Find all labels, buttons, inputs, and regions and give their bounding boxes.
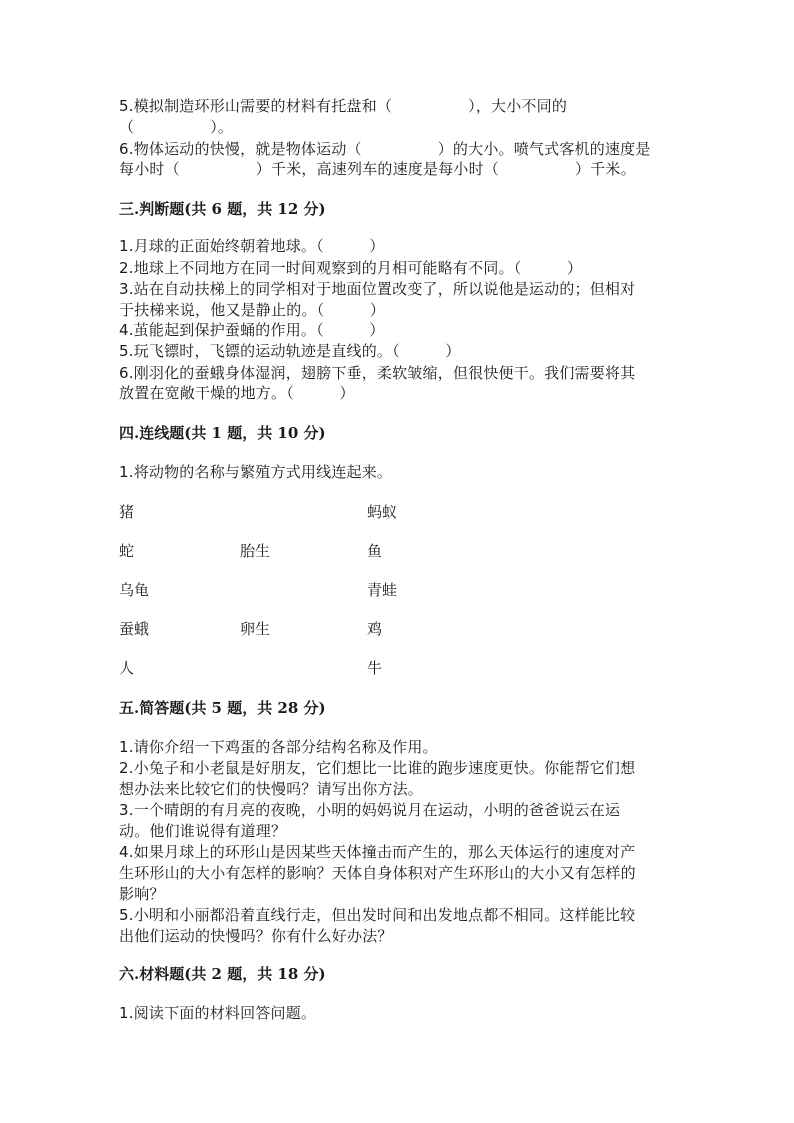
section-4-heading: 四.连线题(共 1 题，共 10 分) bbox=[119, 424, 326, 442]
judge-question-3-line-2: 于扶梯来说，他又是静止的。（ ） bbox=[119, 301, 386, 319]
fill-question-6-line-1: 6.物体运动的快慢，就是物体运动（ ）的大小。喷气式客机的速度是 bbox=[119, 140, 651, 158]
short-answer-question-3-line-1: 3.一个晴朗的有月亮的夜晚，小明的妈妈说月在运动，小明的爸爸说云在运 bbox=[119, 801, 621, 819]
section-6-heading: 六.材料题(共 2 题，共 18 分) bbox=[119, 965, 326, 983]
short-answer-question-4-line-1: 4.如果月球上的环形山是因某些天体撞击而产生的，那么天体运行的速度对产 bbox=[119, 843, 636, 861]
judge-question-5: 5.玩飞镖时，飞镖的运动轨迹是直线的。（ ） bbox=[119, 342, 461, 360]
short-answer-question-5-line-1: 5.小明和小丽都沿着直线行走，但出发时间和出发地点都不相同。这样能比较 bbox=[119, 906, 636, 924]
fill-question-5-line-1: 5.模拟制造环形山需要的材料有托盘和（ ），大小不同的 bbox=[119, 97, 568, 115]
right-animal-frog: 青蛙 bbox=[367, 581, 398, 599]
left-animal-snake: 蛇 bbox=[119, 542, 135, 560]
left-animal-pig: 猪 bbox=[119, 503, 135, 521]
section-3-heading: 三.判断题(共 6 题，共 12 分) bbox=[119, 200, 326, 218]
short-answer-question-2-line-1: 2.小兔子和小老鼠是好朋友，它们想比一比谁的跑步速度更快。你能帮它们想 bbox=[119, 759, 636, 777]
judge-question-6-line-1: 6.刚羽化的蚕蛾身体湿润，翅膀下垂，柔软皱缩，但很快便干。我们需要将其 bbox=[119, 364, 636, 382]
mode-viviparous: 胎生 bbox=[240, 542, 271, 560]
short-answer-question-1: 1.请你介绍一下鸡蛋的各部分结构名称及作用。 bbox=[119, 738, 438, 756]
right-animal-cow: 牛 bbox=[367, 659, 383, 677]
short-answer-question-4-line-2: 生环形山的大小有怎样的影响？天体自身体积对产生环形山的大小又有怎样的 bbox=[119, 864, 636, 882]
right-animal-fish: 鱼 bbox=[367, 542, 383, 560]
judge-question-4: 4.茧能起到保护蚕蛹的作用。（ ） bbox=[119, 321, 385, 339]
right-animal-chicken: 鸡 bbox=[367, 620, 383, 638]
right-animal-ant: 蚂蚁 bbox=[367, 503, 398, 521]
short-answer-question-5-line-2: 出他们运动的快慢吗？你有什么好办法？ bbox=[119, 927, 393, 945]
fill-question-5-line-2: （ ）。 bbox=[119, 118, 234, 136]
short-answer-question-2-line-2: 想办法来比较它们的快慢吗？请写出你方法。 bbox=[119, 780, 424, 798]
left-animal-human: 人 bbox=[119, 659, 135, 677]
section-5-heading: 五.简答题(共 5 题，共 28 分) bbox=[119, 699, 326, 717]
short-answer-question-4-line-3: 影响？ bbox=[119, 885, 165, 903]
judge-question-3-line-1: 3.站在自动扶梯上的同学相对于地面位置改变了，所以说他是运动的；但相对 bbox=[119, 280, 636, 298]
left-animal-silkmoth: 蚕蛾 bbox=[119, 620, 150, 638]
left-animal-turtle: 乌龟 bbox=[119, 581, 150, 599]
judge-question-2: 2.地球上不同地方在同一时间观察到的月相可能略有不同。（ ） bbox=[119, 259, 583, 277]
material-question-1: 1.阅读下面的材料回答问题。 bbox=[119, 1004, 317, 1022]
mode-oviparous: 卵生 bbox=[240, 620, 271, 638]
judge-question-6-line-2: 放置在宽敞干燥的地方。（ ） bbox=[119, 384, 355, 402]
fill-question-6-line-2: 每小时（ ）千米，高速列车的速度是每小时（ ）千米。 bbox=[119, 160, 636, 178]
short-answer-question-3-line-2: 动。他们谁说得有道理？ bbox=[119, 822, 287, 840]
judge-question-1: 1.月球的正面始终朝着地球。（ ） bbox=[119, 237, 385, 255]
matching-question-1: 1.将动物的名称与繁殖方式用线连起来。 bbox=[119, 463, 393, 481]
